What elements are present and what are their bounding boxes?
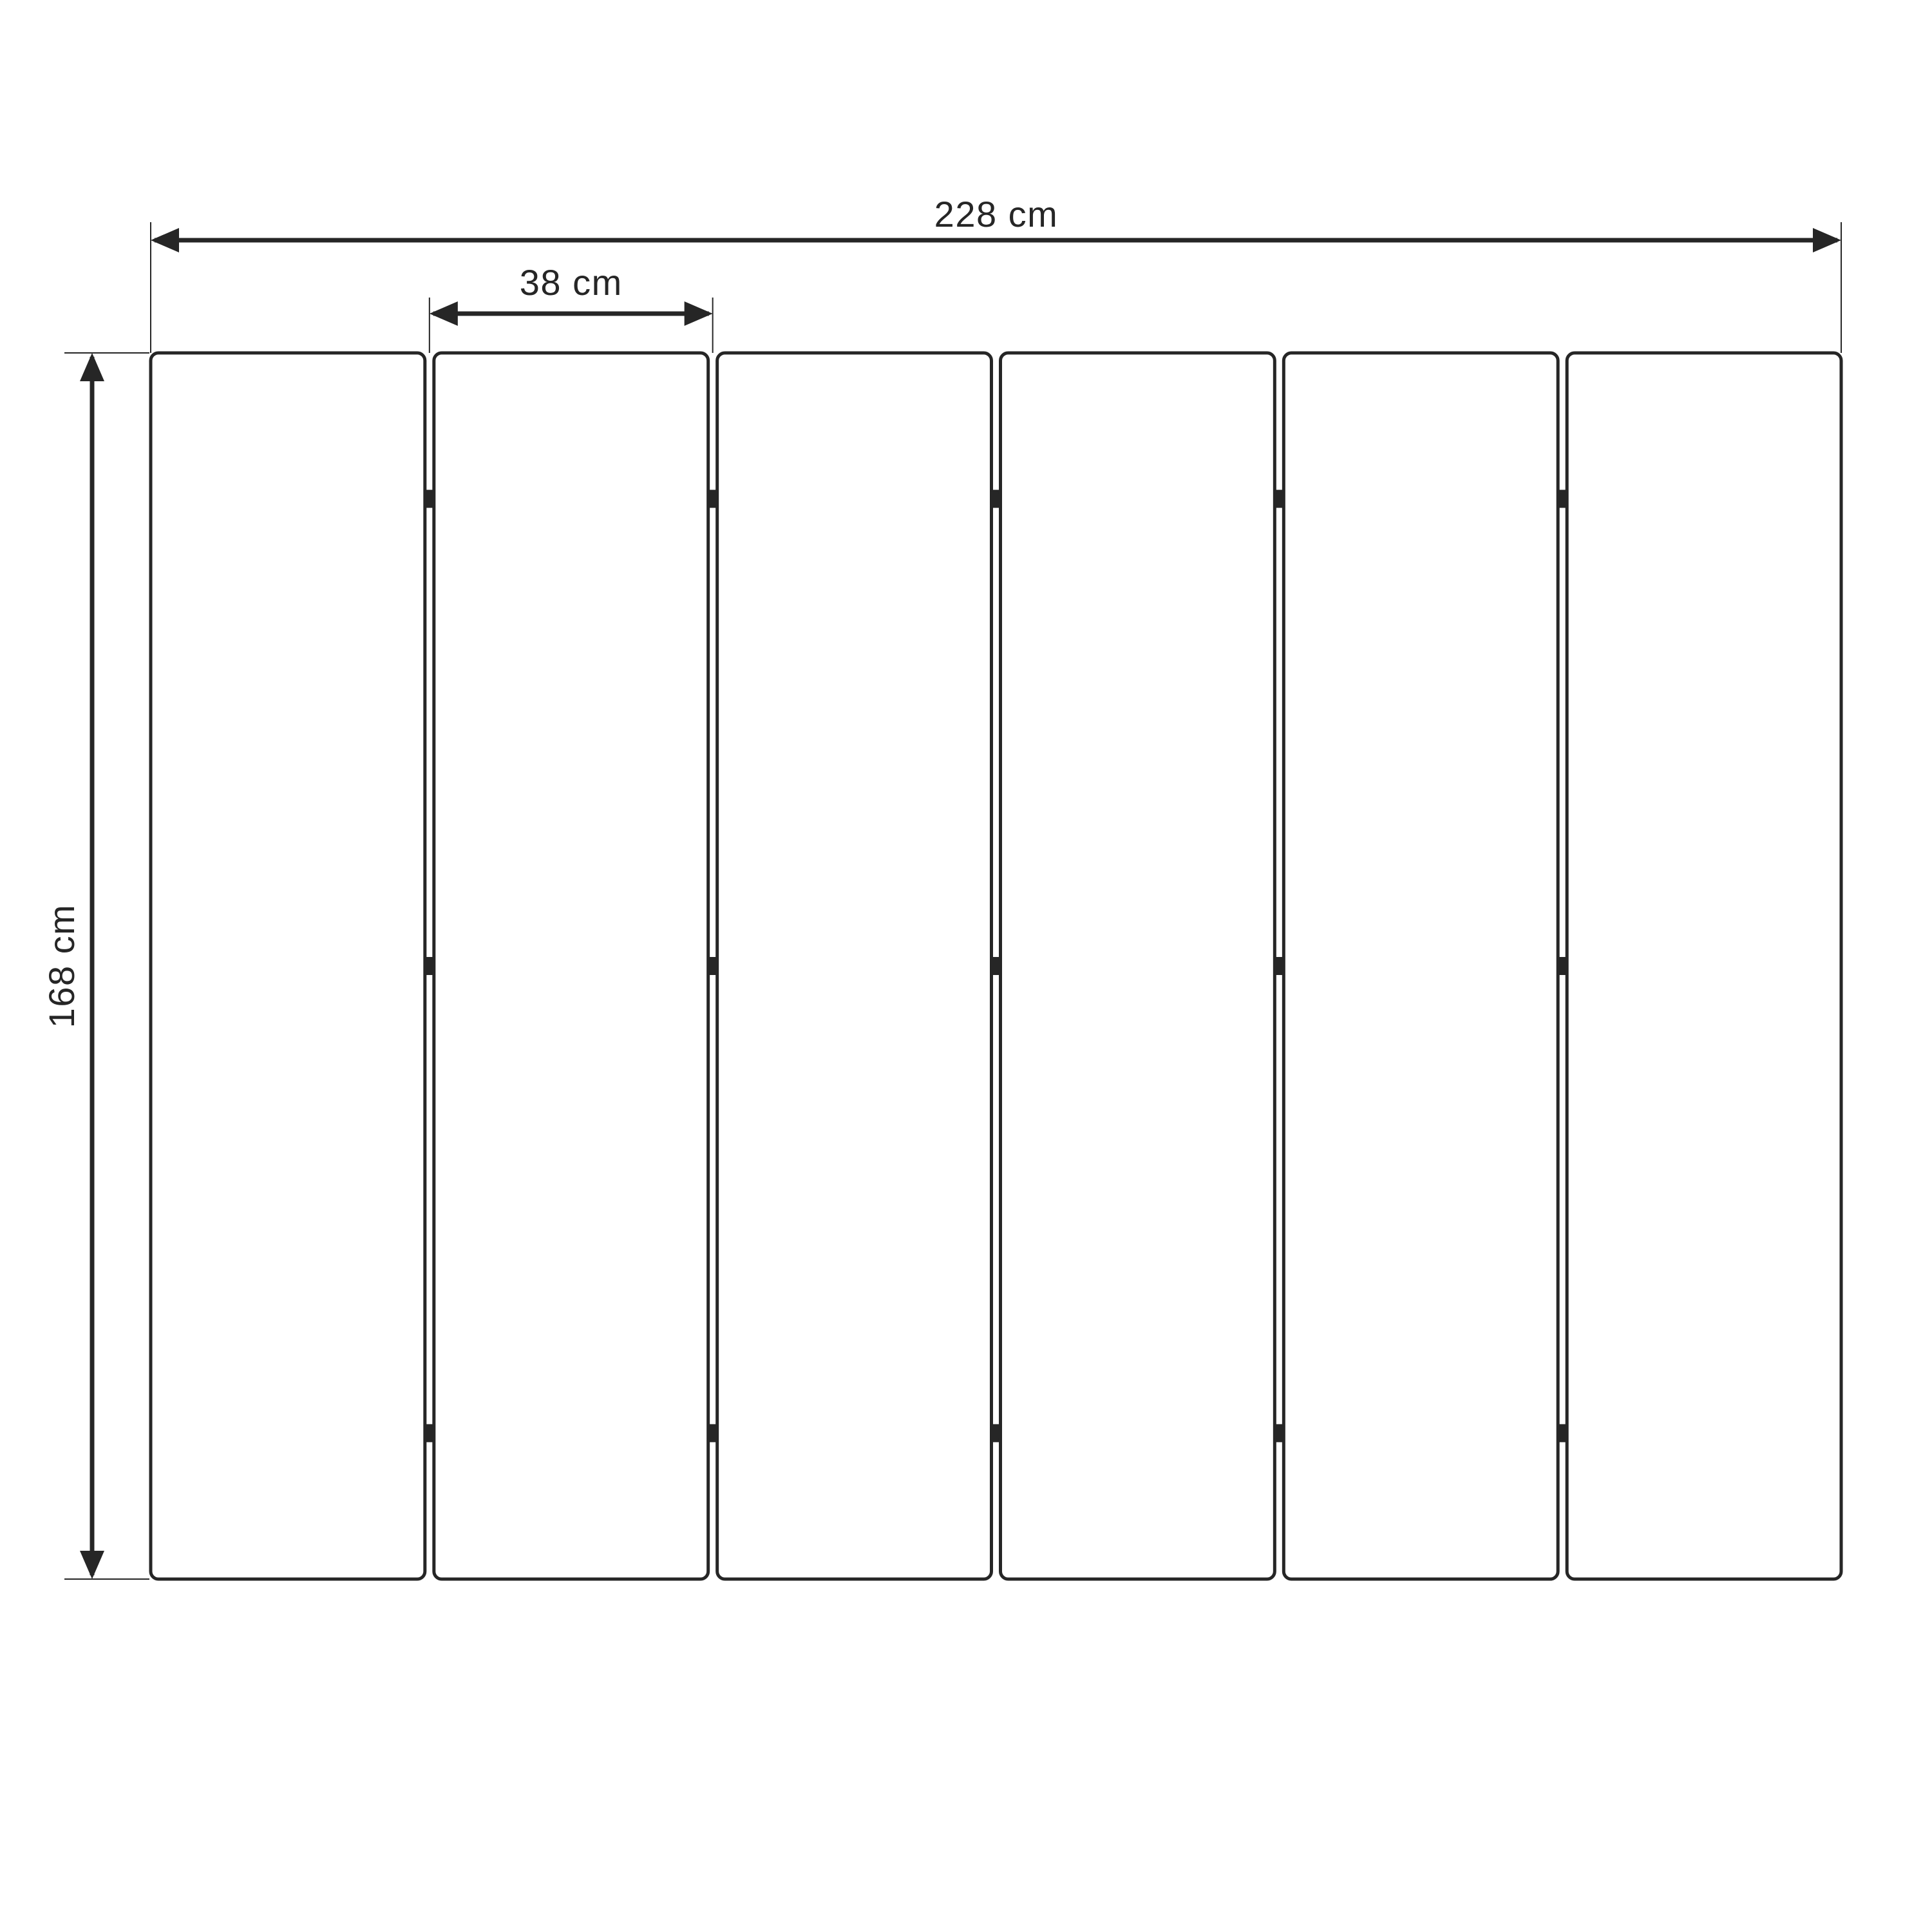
arrowhead-right-icon: [1813, 228, 1841, 252]
hinge: [1274, 1424, 1283, 1442]
panel: [717, 353, 992, 1579]
hinge: [992, 1424, 1001, 1442]
hinge: [425, 957, 434, 975]
hinge: [1558, 957, 1567, 975]
hinge: [1274, 957, 1283, 975]
height-label: 168 cm: [41, 904, 82, 1028]
panel: [1001, 353, 1275, 1579]
hinge: [708, 490, 717, 508]
panel: [151, 353, 425, 1579]
panel: [434, 353, 708, 1579]
hinge: [1274, 490, 1283, 508]
arrowhead-left-icon: [430, 301, 458, 326]
hinge: [992, 957, 1001, 975]
hinge: [425, 1424, 434, 1442]
arrowhead-left-icon: [151, 228, 179, 252]
hinge: [425, 490, 434, 508]
hinge: [708, 957, 717, 975]
panel: [1567, 353, 1841, 1579]
hinge: [1558, 490, 1567, 508]
hinge: [992, 490, 1001, 508]
panel: [1283, 353, 1558, 1579]
hinge: [1558, 1424, 1567, 1442]
panel-width-label: 38 cm: [519, 262, 623, 303]
total-width-label: 228 cm: [934, 194, 1059, 234]
arrowhead-down-icon: [80, 1551, 104, 1579]
arrowhead-right-icon: [685, 301, 713, 326]
hinge: [708, 1424, 717, 1442]
arrowhead-up-icon: [80, 353, 104, 381]
